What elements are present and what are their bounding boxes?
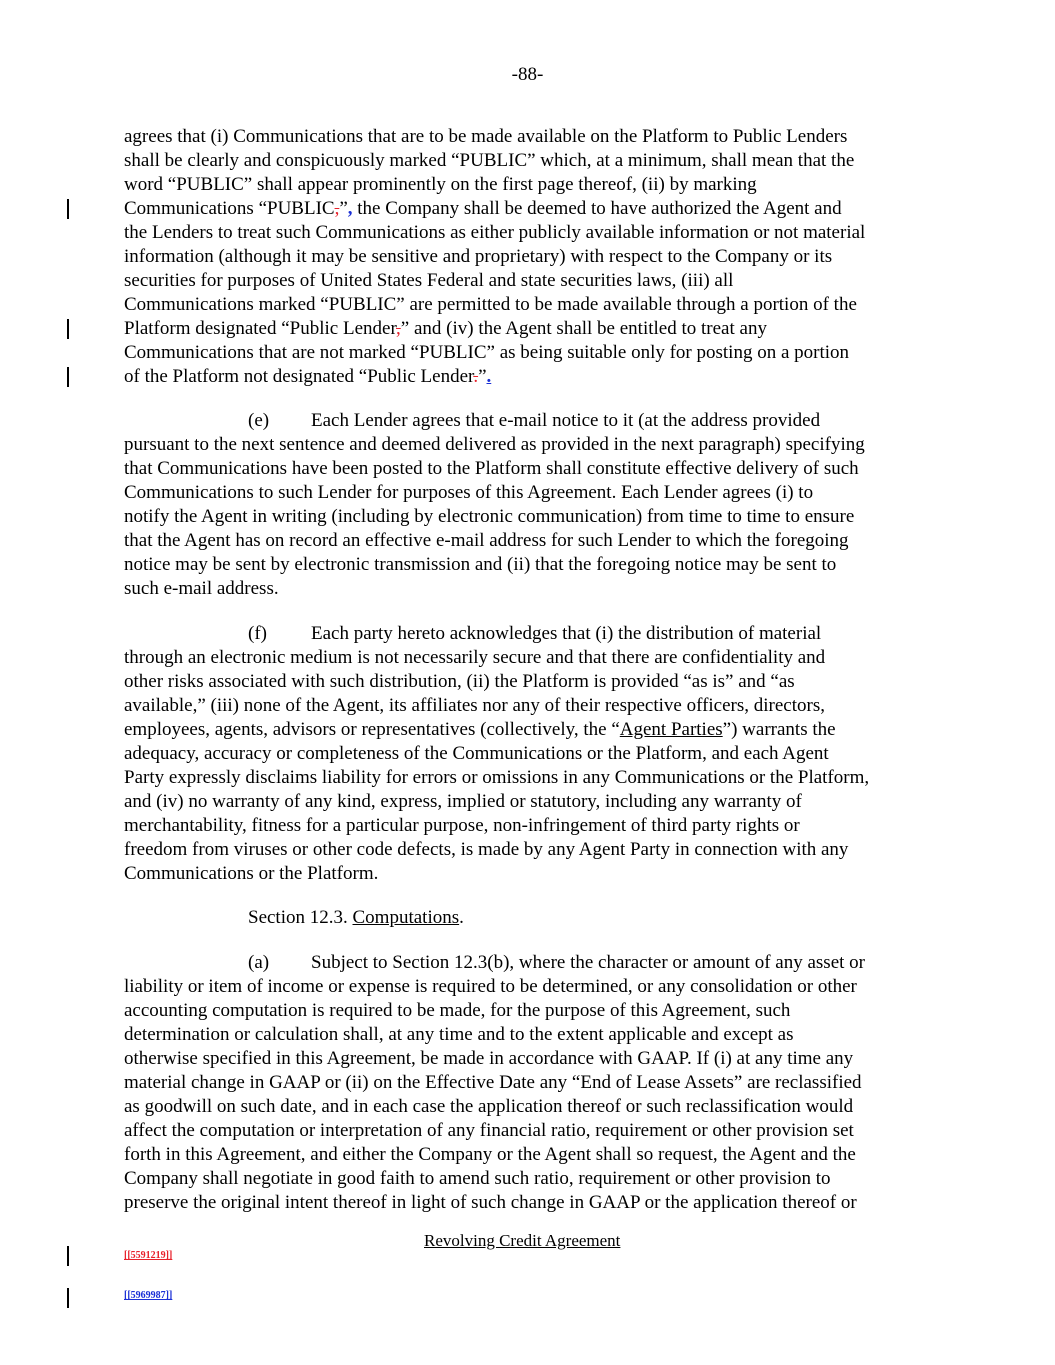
line-text: affect the computation or interpretation of any financial ratio, requirement or other provision set <box>124 1120 854 1141</box>
text-line <box>124 433 934 457</box>
text-line <box>124 622 934 646</box>
text-line <box>124 481 934 505</box>
text-line <box>124 1167 934 1191</box>
page-number: -88- <box>511 64 544 85</box>
text-line <box>124 790 934 814</box>
line-text: that the Agent has on record an effective e-mail address for such Lender to which the foregoing <box>124 530 849 551</box>
change-bar <box>67 319 69 339</box>
line-text: material change in GAAP or (ii) on the Effective Date any “End of Lease Assets” are reclassified <box>124 1072 862 1093</box>
line-text: Communications that are not marked “PUBLIC” as being suitable only for posting on a portion <box>124 342 850 363</box>
text-line <box>124 365 934 389</box>
line-text: adequacy, accuracy or completeness of the Communications or the Platform, and each Agent <box>124 743 829 764</box>
line-text: other risks associated with such distribution, (ii) the Platform is provided “as is” and “as <box>124 671 795 692</box>
line-text: of the Platform not designated “Public Lender <box>124 366 474 387</box>
line-text: ” <box>339 198 348 219</box>
text-line <box>124 906 934 930</box>
line-text: Subject to Section 12.3(b), where the character or amount of any asset or <box>311 952 865 973</box>
text-line <box>124 1095 934 1119</box>
text-line <box>124 814 934 838</box>
line-text: Company shall negotiate in good faith to amend such ratio, requirement or other provision to <box>124 1168 831 1189</box>
inserted-text: . <box>486 366 492 387</box>
text-line <box>124 341 934 365</box>
line-text: through an electronic medium is not necessarily secure and that there are confidentiality and <box>124 647 826 668</box>
line-text: preserve the original intent thereof in light of such change in GAAP or the application thereof or <box>124 1192 857 1213</box>
text-line <box>124 577 934 601</box>
line-text: Communications to such Lender for purposes of this Agreement. Each Lender agrees (i) to <box>124 482 814 503</box>
text-line <box>124 221 934 245</box>
line-text: shall be clearly and conspicuously marked “PUBLIC” which, at a minimum, shall mean that the <box>124 150 855 171</box>
text-line <box>124 173 934 197</box>
text-line <box>124 862 934 886</box>
line-text: employees, agents, advisors or representatives (collectively, the “ <box>124 719 620 740</box>
line-text: Communications marked “PUBLIC” are permitted to be made available through a portion of the <box>124 294 857 315</box>
text-line <box>124 1191 934 1215</box>
defined-term: Computations <box>352 907 460 928</box>
text-line <box>124 269 934 293</box>
line-text: forth in this Agreement, and either the Company or the Agent shall so request, the Agent and the <box>124 1144 856 1165</box>
text-line <box>124 125 934 149</box>
text-line <box>124 1119 934 1143</box>
inserted-document-id: [[5969987]] <box>124 1290 173 1301</box>
paragraph <box>124 622 934 886</box>
change-bar <box>67 1288 69 1308</box>
inserted-text: , <box>347 198 353 219</box>
line-text: such e-mail address. <box>124 578 279 599</box>
line-text: ”) warrants the <box>722 719 836 740</box>
text-line <box>124 457 934 481</box>
line-text: the Company shall be deemed to have authorized the Agent and <box>352 198 842 219</box>
line-text: Platform designated “Public Lender <box>124 318 397 339</box>
text-line <box>124 197 934 221</box>
text-line <box>124 1143 934 1167</box>
change-bar <box>67 367 69 387</box>
line-text: pursuant to the next sentence and deemed delivered as provided in the next paragraph) specifying <box>124 434 865 455</box>
text-line <box>124 245 934 269</box>
line-text: and (iv) no warranty of any kind, express, implied or statutory, including any warranty of <box>124 791 802 812</box>
line-text: freedom from viruses or other code defects, is made by any Agent Party in connection with any <box>124 839 849 860</box>
deleted-text: , <box>334 198 340 219</box>
line-text: merchantability, fitness for a particular purpose, non-infringement of third party rights or <box>124 815 800 836</box>
text-line <box>124 529 934 553</box>
line-text: accounting computation is required to be made, for the purpose of this Agreement, such <box>124 1000 791 1021</box>
text-line <box>124 718 934 742</box>
deleted-document-id: [[5591219]] <box>124 1250 173 1261</box>
text-line <box>124 975 934 999</box>
paragraph <box>124 951 934 1215</box>
line-text: determination or calculation shall, at any time and to the extent applicable and except as <box>124 1024 794 1045</box>
line-text: Communications “PUBLIC <box>124 198 335 219</box>
line-text: otherwise specified in this Agreement, be made in accordance with GAAP. If (i) at any time any <box>124 1048 854 1069</box>
paragraph <box>124 409 934 601</box>
text-line <box>124 766 934 790</box>
line-text: as goodwill on such date, and in each case the application thereof or such reclassification would <box>124 1096 854 1117</box>
paragraph <box>124 125 934 389</box>
text-line <box>124 646 934 670</box>
line-text: notice may be sent by electronic transmission and (ii) that the foregoing notice may be sent to <box>124 554 837 575</box>
text-line <box>124 317 934 341</box>
text-line <box>124 838 934 862</box>
deleted-text: . <box>473 366 479 387</box>
section-heading <box>124 906 934 930</box>
line-text: Each party hereto acknowledges that (i) the distribution of material <box>311 623 822 644</box>
line-text: ” and (iv) the Agent shall be entitled to treat any <box>400 318 767 339</box>
text-line <box>124 1047 934 1071</box>
line-text: Section 12.3. <box>248 907 353 928</box>
paragraph-label: (a) <box>248 952 270 973</box>
text-line <box>124 1071 934 1095</box>
line-text: liability or item of income or expense is required to be determined, or any consolidation or other <box>124 976 857 997</box>
text-line <box>124 505 934 529</box>
text-line <box>124 149 934 173</box>
text-line <box>124 951 934 975</box>
line-text: Party expressly disclaims liability for errors or omissions in any Communications or the Platform, <box>124 767 870 788</box>
line-text: that Communications have been posted to the Platform shall constitute effective delivery of such <box>124 458 859 479</box>
footer-document-title: Revolving Credit Agreement <box>424 1231 621 1250</box>
line-text: Each Lender agrees that e-mail notice to it (at the address provided <box>311 410 821 431</box>
text-line <box>124 670 934 694</box>
paragraph-label: (e) <box>248 410 270 431</box>
line-text: ” <box>478 366 487 387</box>
line-text: securities for purposes of United States Federal and state securities laws, (iii) all <box>124 270 734 291</box>
text-line <box>124 999 934 1023</box>
change-bar <box>67 199 69 219</box>
text-line <box>124 694 934 718</box>
paragraph-label: (f) <box>248 623 267 644</box>
line-text: agrees that (i) Communications that are to be made available on the Platform to Public Lenders <box>124 126 848 147</box>
text-line <box>124 553 934 577</box>
line-text: information (although it may be sensitive and proprietary) with respect to the Company or its <box>124 246 833 267</box>
line-text: Communications or the Platform. <box>124 863 379 884</box>
text-line <box>124 293 934 317</box>
change-bar <box>67 1246 69 1266</box>
text-line <box>124 742 934 766</box>
text-line <box>124 1023 934 1047</box>
line-text: word “PUBLIC” shall appear prominently on the first page thereof, (ii) by marking <box>124 174 757 195</box>
line-text: . <box>459 907 464 928</box>
text-line <box>124 409 934 433</box>
line-text: available,” (iii) none of the Agent, its affiliates nor any of their respective officers, directors, <box>124 695 825 716</box>
deleted-text: , <box>396 318 401 339</box>
defined-term: Agent Parties <box>619 719 723 740</box>
line-text: the Lenders to treat such Communications as either publicly available information or not material <box>124 222 866 243</box>
line-text: notify the Agent in writing (including by electronic communication) from time to time to ensure <box>124 506 855 527</box>
